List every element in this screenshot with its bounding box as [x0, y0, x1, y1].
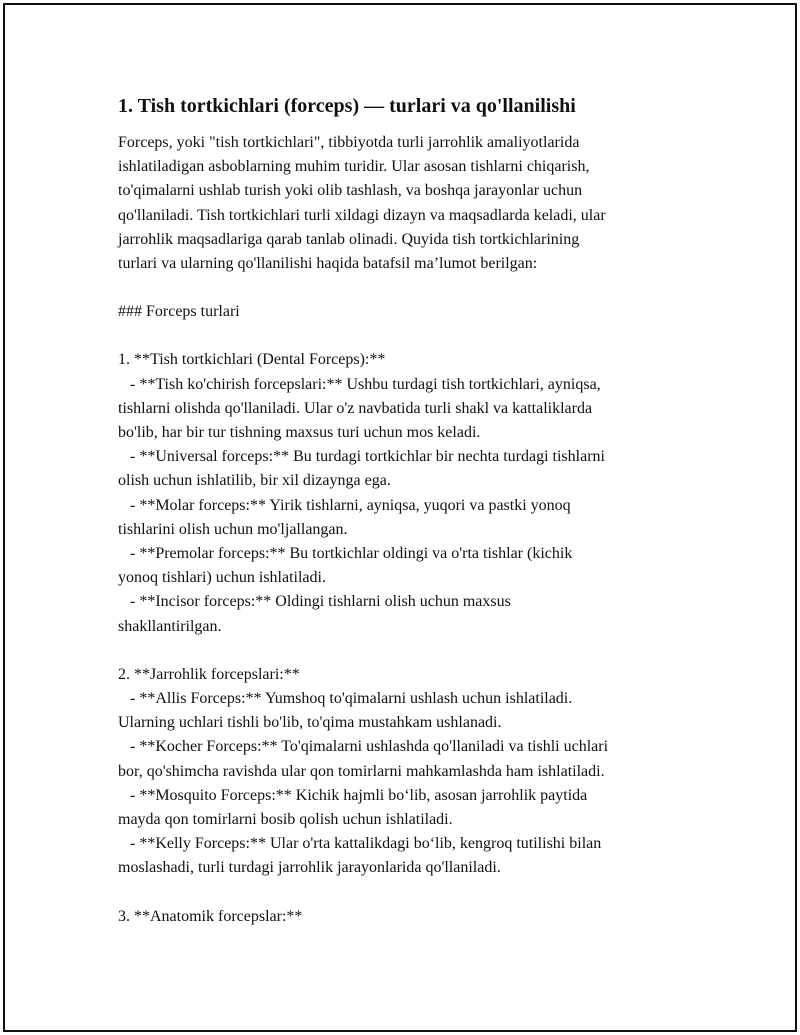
document-heading: 1. Tish tortkichlari (forceps) — turlari va qo'llanilishi — [118, 95, 576, 117]
list-surgical-forceps: 2. **Jarrohlik forcepslari:** - **Allis Forceps:** Yumshoq to'qimalarni ushlash uchun ishlatiladi. Ularning uchlari tishli bo'lib, to'qima mustahkam ushlanadi. - **Kocher Forceps:** To'qimalarni ushlashda qo'llaniladi va tishli uchlari bor, qo'shimcha ravishda ular qon tomirlarni mahkamlashda ham ishlatiladi. - **Mosquito Forceps:** Kichik hajmli bo‘lib, asosan jarrohlik paytida mayda qon tomirlarni bosib qolish uchun ishlatiladi. - **Kelly Forceps:** Ular o'rta kattalikdagi bo‘lib, kengroq tutilishi bilan moslashadi, turli turdagi jarrohlik jarayonlarida qo'llaniladi. — [118, 665, 609, 877]
document-body — [118, 93, 698, 929]
section-heading: ### Forceps turlari — [118, 303, 240, 321]
list-dental-forceps: 1. **Tish tortkichlari (Dental Forceps):** - **Tish ko'chirish forcepslari:** Ushbu turdagi tish tortkichlari, ayniqsa, tishlarni olishda qo'llaniladi. Ular o'z navbatida turli shakl va kattaliklarda bo'lib, har bir tur tishning maxsus turi uchun mos keladi. - **Universal forceps:** Bu turdagi tortkichlar bir nechta turdagi tishlarni olish uchun ishlatilib, bir xil dizaynga ega. - **Molar forceps:** Yirik tishlarni, ayniqsa, yuqori va pastki yonoq tishlarini olish uchun mo'ljallangan. - **Premolar forceps:** Bu tortkichlar oldingi va o'rta tishlar (kichik yonoq tishlari) uchun ishlatiladi. - **Incisor forceps:** Oldingi tishlarni olish uchun maxsus shakllantirilgan. — [118, 351, 605, 635]
list-anatomical-forceps: 3. **Anatomik forcepslar:** — [118, 907, 303, 925]
intro-paragraph: Forceps, yoki "tish tortkichlari", tibbiyotda turli jarrohlik amaliyotlarida ishlatiladigan asboblarning muhim turidir. Ular asosan tishlarni chiqarish, to'qimalarni ushlab turish yoki olib tashlash, va boshqa jarayonlar uchun qo'llaniladi. Tish tortkichlari turli xildagi dizayn va maqsadlarda keladi, ular jarrohlik maqsadlariga qarab tanlab olinadi. Quyida tish tortkichlarining turlari va ularning qo'llanilishi haqida batafsil ma’lumot berilgan: — [118, 134, 606, 273]
